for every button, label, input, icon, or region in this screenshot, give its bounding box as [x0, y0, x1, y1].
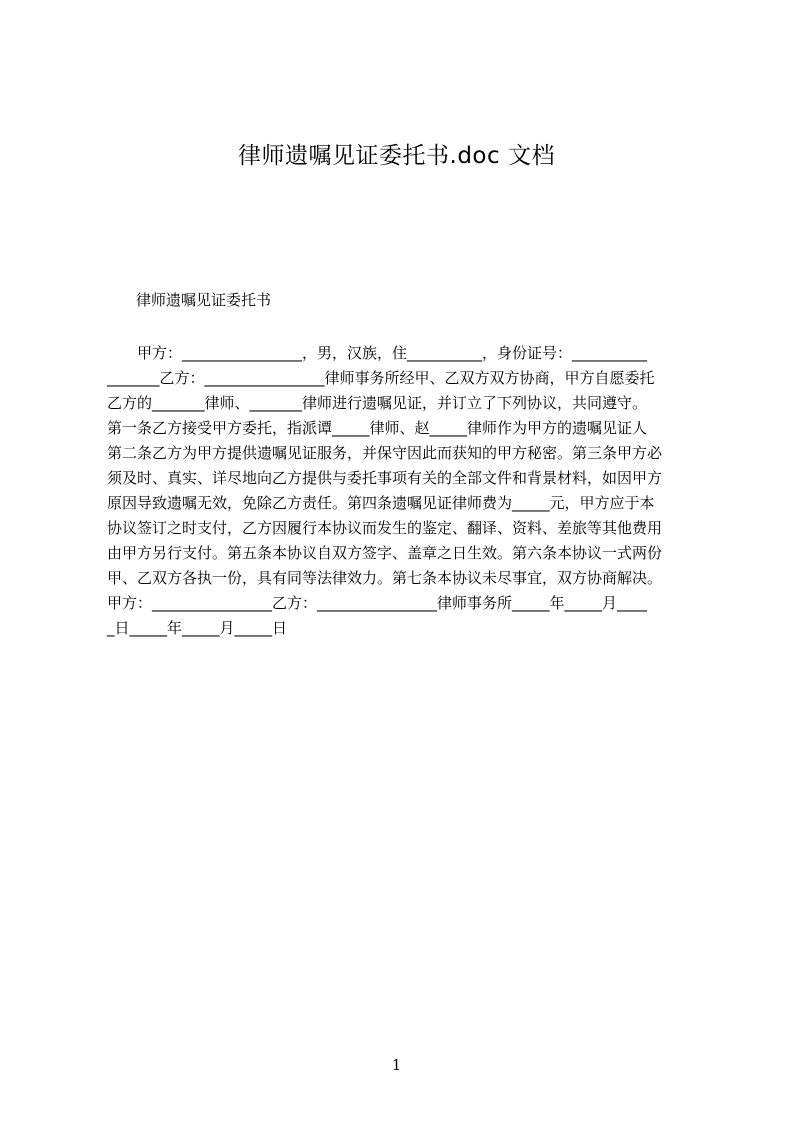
document-title: 律师遗嘱见证委托书.doc 文档	[238, 143, 555, 169]
body-line: 乙方的_______律师、_______律师进行遗嘱见证，并订立了下列协议，共同遵守。	[107, 394, 648, 412]
body-line: 甲方：________________，男，汉族，住__________，身份证号：__________	[137, 344, 648, 362]
body-line: 须及时、真实、详尽地向乙方提供与委托事项有关的全部文件和背景材料，如因甲方	[107, 469, 663, 487]
document-body	[107, 341, 703, 641]
body-line: 原因导致遗嘱无效，免除乙方责任。第四条遗嘱见证律师费为_____元，甲方应于本	[107, 494, 655, 512]
body-line: 甲、乙双方各执一份，具有同等法律效力。第七条本协议未尽事宜，双方协商解决。	[107, 569, 663, 587]
body-line: 由甲方另行支付。第五条本协议自双方签字、盖章之日生效。第六条本协议一式两份	[107, 544, 663, 562]
body-line: 第二条乙方为甲方提供遗嘱见证服务，并保守因此而获知的甲方秘密。第三条甲方必	[107, 444, 663, 462]
body-line: _日_____年_____月_____日	[107, 619, 288, 637]
body-line: 甲方：________________乙方：________________律师事务所_____年_____月____	[107, 594, 648, 612]
document-heading: 律师遗嘱见证委托书	[136, 291, 272, 309]
page-number: 1	[391, 1056, 402, 1074]
body-line: _______乙方：________________律师事务所经甲、乙双方双方协商，甲方自愿委托	[107, 369, 655, 387]
body-line: 协议签订之时支付，乙方因履行本协议而发生的鉴定、翻译、资料、差旅等其他费用	[107, 519, 663, 537]
body-line: 第一条乙方接受甲方委托，指派谭_____律师、赵_____律师作为甲方的遗嘱见证人	[107, 419, 648, 437]
